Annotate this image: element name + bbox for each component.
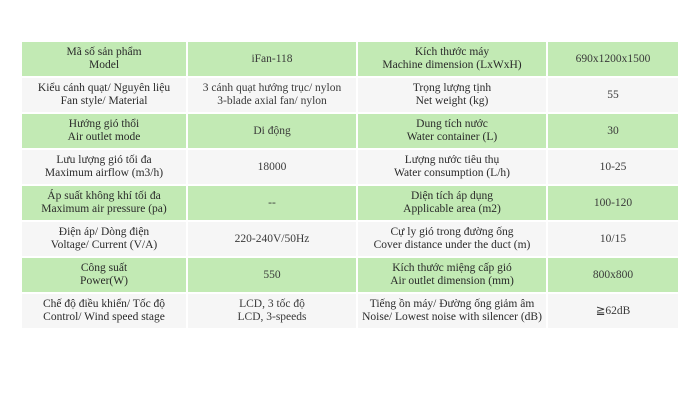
table-row (22, 78, 678, 112)
spec-value-right (548, 114, 678, 148)
cell-text-line: 800x800 (592, 268, 634, 281)
table-row (22, 150, 678, 184)
table-row (22, 294, 678, 328)
spec-table-body (22, 42, 678, 328)
cell-text-line: 100-120 (593, 196, 633, 209)
cell-text-line: Điện áp/ Dòng điện (58, 226, 150, 238)
cell-text-line: Diện tích áp dụng (410, 190, 494, 202)
spec-value-left (188, 114, 358, 148)
cell-text-line: Model (88, 59, 120, 71)
spec-label-left (22, 78, 188, 112)
cell-text-line: Trọng lượng tịnh (412, 82, 492, 94)
cell-text-line: Công suất (80, 262, 128, 274)
cell-text-line: 3-blade axial fan/ nylon (217, 95, 327, 107)
spec-value-left (188, 294, 358, 328)
spec-label-left (22, 186, 188, 220)
cell-text-line: Air outlet mode (67, 131, 141, 143)
cell-text-line: Air outlet dimension (mm) (390, 275, 514, 287)
spec-label-right (358, 150, 548, 184)
cell-text-line: 3 cánh quạt hướng trục/ nylon (202, 82, 342, 94)
spec-value-left (188, 186, 358, 220)
cell-text-line: 30 (607, 124, 619, 137)
cell-text-line: Lưu lượng gió tối đa (56, 154, 152, 166)
cell-text-line: Tiếng ồn máy/ Đường ống giảm âm (369, 298, 535, 310)
cell-text-line: LCD, 3-speeds (237, 311, 307, 323)
cell-text-line: Control/ Wind speed stage (43, 311, 165, 323)
spec-label-left (22, 222, 188, 256)
cell-text-line: Mã số sản phẩm (66, 46, 142, 58)
spec-table (22, 40, 678, 330)
cell-text-line: Voltage/ Current (V/A) (50, 239, 158, 251)
spec-value-right (548, 78, 678, 112)
table-row (22, 258, 678, 292)
cell-text-line: Dung tích nước (416, 118, 488, 130)
spec-label-right (358, 258, 548, 292)
spec-label-right (358, 114, 548, 148)
spec-value-right (548, 186, 678, 220)
spec-value-left (188, 222, 358, 256)
spec-value-left (188, 78, 358, 112)
cell-text-line: 10-25 (599, 160, 627, 173)
spec-value-right (548, 150, 678, 184)
spec-value-left (188, 258, 358, 292)
spec-label-right (358, 78, 548, 112)
cell-text-line: LCD, 3 tốc độ (239, 298, 305, 310)
cell-text-line: -- (268, 196, 276, 209)
cell-text-line: Power(W) (80, 275, 128, 287)
spec-label-right (358, 42, 548, 76)
spec-label-left (22, 150, 188, 184)
cell-text-line: 220-240V/50Hz (234, 232, 310, 245)
spec-value-right (548, 294, 678, 328)
spec-value-left (188, 150, 358, 184)
cell-text-line: 10/15 (599, 232, 627, 245)
table-row (22, 222, 678, 256)
cell-text-line: 55 (607, 88, 619, 101)
cell-text-line: Maximum airflow (m3/h) (44, 167, 164, 179)
cell-text-line: Machine dimension (LxWxH) (382, 59, 522, 71)
cell-text-line: Cự ly gió trong đường ống (390, 226, 514, 238)
cell-text-line: Kiểu cánh quạt/ Nguyên liệu (37, 82, 171, 94)
spec-label-left (22, 258, 188, 292)
table-row (22, 42, 678, 76)
spec-value-left (188, 42, 358, 76)
spec-label-left (22, 114, 188, 148)
cell-text-line: Áp suất không khí tối đa (47, 190, 161, 202)
cell-text-line: Noise/ Lowest noise with silencer (dB) (362, 311, 542, 323)
cell-text-line: Net weight (kg) (415, 95, 489, 107)
table-row (22, 186, 678, 220)
spec-value-right (548, 258, 678, 292)
cell-text-line: 18000 (257, 160, 287, 173)
cell-text-line: Fan style/ Material (60, 95, 148, 107)
spec-label-right (358, 222, 548, 256)
cell-text-line: Applicable area (m2) (403, 203, 501, 215)
cell-text-line: Lượng nước tiêu thụ (404, 154, 500, 166)
cell-text-line: 550 (263, 268, 281, 281)
cell-text-line: ≧62dB (595, 304, 631, 317)
spec-label-left (22, 294, 188, 328)
cell-text-line: 690x1200x1500 (575, 52, 651, 65)
cell-text-line: Kích thước máy (414, 46, 490, 58)
cell-text-line: Water container (L) (406, 131, 498, 143)
spec-value-right (548, 42, 678, 76)
spec-label-right (358, 186, 548, 220)
table-row (22, 114, 678, 148)
cell-text-line: Hướng gió thổi (68, 118, 140, 130)
cell-text-line: Maximum air pressure (pa) (41, 203, 167, 215)
cell-text-line: Kích thước miệng cấp gió (392, 262, 512, 274)
spec-label-left (22, 42, 188, 76)
cell-text-line: Water consumption (L/h) (394, 167, 510, 179)
cell-text-line: Di động (253, 124, 291, 137)
spec-label-right (358, 294, 548, 328)
cell-text-line: Chế độ điều khiển/ Tốc độ (42, 298, 166, 310)
cell-text-line: Cover distance under the duct (m) (373, 239, 531, 251)
spec-value-right (548, 222, 678, 256)
cell-text-line: iFan-118 (251, 52, 293, 65)
